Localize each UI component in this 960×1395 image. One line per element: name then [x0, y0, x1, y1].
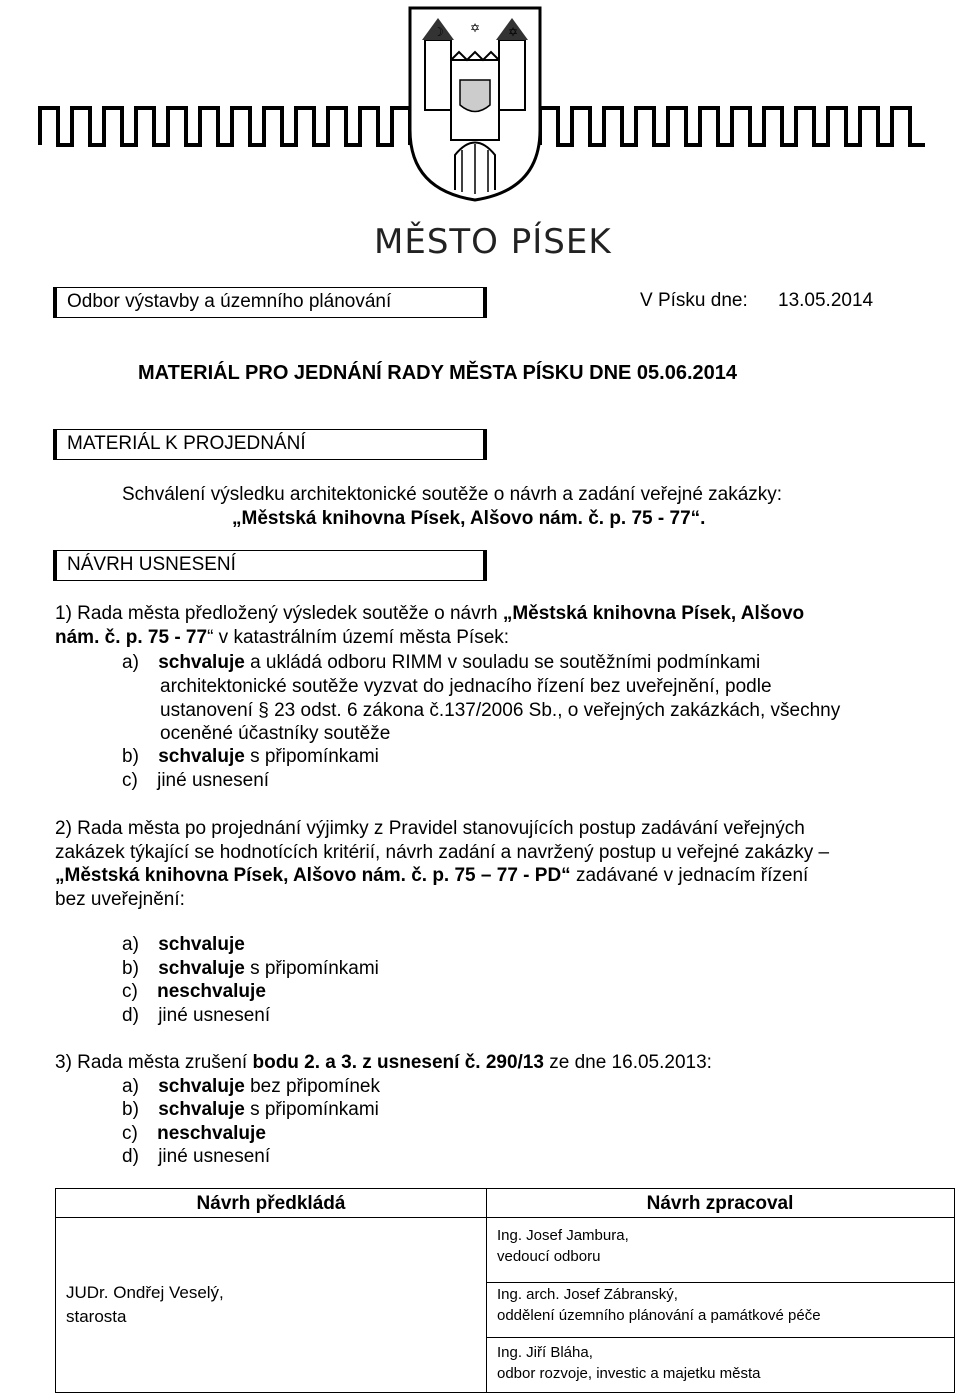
item2-option-a — [122, 934, 245, 956]
item2-line-2: zakázek týkající se hodnotících kritérií, návrh zadání a navržený postup u veřejné zakázky – — [55, 842, 830, 863]
preparer2-name: Ing. arch. Josef Zábranský, — [497, 1286, 678, 1303]
item1-a-line3-rest: , o veřejných zakázkách, všechny — [557, 700, 841, 721]
item3-d-letter: d) — [122, 1146, 139, 1167]
date-label: V Písku dne: — [640, 290, 748, 311]
item3-line1-text: 3) Rada města zrušení — [55, 1052, 253, 1073]
item2-option-c — [122, 981, 266, 1003]
item2-d-text: jiné usnesení — [158, 1005, 271, 1026]
material-line-2: „Městská knihovna Písek, Alšovo nám. č. p. 75 - 77“. — [232, 508, 706, 529]
item1-option-c — [122, 770, 269, 792]
item2-line-3 — [55, 865, 808, 887]
item1-a-line-3 — [160, 700, 840, 722]
preparer1-name: Ing. Josef Jambura, — [497, 1227, 629, 1244]
signature-table — [55, 1188, 955, 1393]
item1-line1-bold: „Městská knihovna Písek, Alšovo — [502, 603, 805, 624]
city-name: MĚSTO PÍSEK — [374, 222, 612, 262]
signature-header-divider — [56, 1217, 954, 1218]
department-label: Odbor výstavby a územního plánování — [67, 291, 392, 312]
preparer1-role: vedoucí odboru — [497, 1248, 601, 1265]
item1-a-letter: a) — [122, 652, 139, 673]
item1-b-rest: s připomínkami — [244, 746, 379, 767]
item2-line3-bold: „Městská knihovna Písek, Alšovo nám. č. p. 75 – 77 - PD“ — [55, 865, 571, 886]
item1-a-line3-text: ustanovení § 23 odst. 6 zákona č.137/2006 Sb. — [160, 700, 558, 721]
page-title: MATERIÁL PRO JEDNÁNÍ RADY MĚSTA PÍSKU DNE 05.06.2014 — [138, 362, 738, 384]
item1-option-a — [122, 652, 760, 674]
item1-a-rest: a ukládá odboru RIMM v souladu se soutěžními podmínkami — [244, 652, 761, 673]
preparer3-name: Ing. Jiří Bláha, — [497, 1344, 593, 1361]
item3-option-b — [122, 1099, 379, 1121]
item3-a-letter: a) — [122, 1076, 139, 1097]
svg-text:☽: ☽ — [433, 25, 444, 39]
item1-c-letter: c) — [122, 770, 138, 791]
item1-a-verb: schvaluje — [158, 652, 245, 673]
item1-a-line-4: oceněné účastníky soutěže — [160, 723, 391, 744]
item2-c-letter: c) — [122, 981, 138, 1002]
left-signer-name: JUDr. Ondřej Veselý, — [66, 1283, 224, 1302]
item1-line-1 — [55, 603, 804, 625]
resolution-label: NÁVRH USNESENÍ — [67, 554, 236, 575]
item3-line1-rest: ze dne 16.05.2013: — [543, 1052, 712, 1073]
svg-text:✡: ✡ — [470, 21, 481, 35]
right-header: Návrh zpracoval — [646, 1193, 794, 1214]
department-box — [53, 287, 487, 318]
material-line-1: Schválení výsledku architektonické soutěže o návrh a zadání veřejné zakázky: — [122, 484, 783, 505]
resolution-box — [53, 550, 487, 581]
item3-option-d — [122, 1146, 270, 1168]
item1-line1-text: 1) Rada města předložený výsledek soutěže o návrh — [55, 603, 503, 624]
left-header: Návrh předkládá — [196, 1193, 346, 1214]
signature-column-divider — [486, 1189, 487, 1392]
item1-line-2 — [55, 627, 509, 649]
item2-d-letter: d) — [122, 1005, 139, 1026]
item2-line-1: 2) Rada města po projednání výjimky z Pravidel stanovujících postup zadávání veřejných — [55, 818, 805, 839]
left-signer-role: starosta — [66, 1307, 127, 1326]
item2-line-4: bez uveřejnění: — [55, 889, 185, 910]
item3-a-rest: bez připomínek — [244, 1076, 380, 1097]
item2-option-d — [122, 1005, 270, 1027]
item2-b-letter: b) — [122, 958, 139, 979]
material-label: MATERIÁL K PROJEDNÁNÍ — [67, 433, 306, 454]
item2-option-b — [122, 958, 379, 980]
item3-line-1 — [55, 1052, 712, 1074]
item3-b-letter: b) — [122, 1099, 139, 1120]
item1-line2-bold: nám. č. p. 75 - 77 — [55, 627, 208, 648]
item2-c-verb: neschvaluje — [157, 981, 266, 1002]
item1-option-b — [122, 746, 379, 768]
item3-b-verb: schvaluje — [158, 1099, 245, 1120]
item3-d-text: jiné usnesení — [158, 1146, 271, 1167]
item3-c-letter: c) — [122, 1123, 138, 1144]
item1-b-verb: schvaluje — [158, 746, 245, 767]
item2-line3-text: zadávané v jednacím řízení — [570, 865, 809, 886]
signature-row-divider-1 — [486, 1282, 954, 1283]
item3-b-rest: s připomínkami — [244, 1099, 379, 1120]
item2-b-rest: s připomínkami — [244, 958, 379, 979]
item3-a-verb: schvaluje — [158, 1076, 245, 1097]
city-crest-logo — [0, 0, 960, 220]
item3-line1-bold: bodu 2. a 3. z usnesení č. 290/13 — [252, 1052, 544, 1073]
item1-c-text: jiné usnesení — [157, 770, 270, 791]
signature-row-divider-2 — [486, 1337, 954, 1338]
item1-line2-text: “ v katastrálním území města Písek: — [207, 627, 510, 648]
item3-c-verb: neschvaluje — [157, 1123, 266, 1144]
item3-option-a — [122, 1076, 380, 1098]
item1-a-line-2: architektonické soutěže vyzvat do jednacího řízení bez uveřejnění, podle — [160, 676, 772, 697]
date-value: 13.05.2014 — [778, 290, 874, 311]
item2-a-letter: a) — [122, 934, 139, 955]
item2-b-verb: schvaluje — [158, 958, 245, 979]
item3-option-c — [122, 1123, 266, 1145]
material-box — [53, 429, 487, 460]
preparer3-role: odbor rozvoje, investic a majetku města — [497, 1365, 761, 1382]
preparer2-role: oddělení územního plánování a památkové péče — [497, 1307, 821, 1324]
svg-text:✡: ✡ — [508, 25, 519, 39]
item2-a-verb: schvaluje — [158, 934, 245, 955]
item1-b-letter: b) — [122, 746, 139, 767]
